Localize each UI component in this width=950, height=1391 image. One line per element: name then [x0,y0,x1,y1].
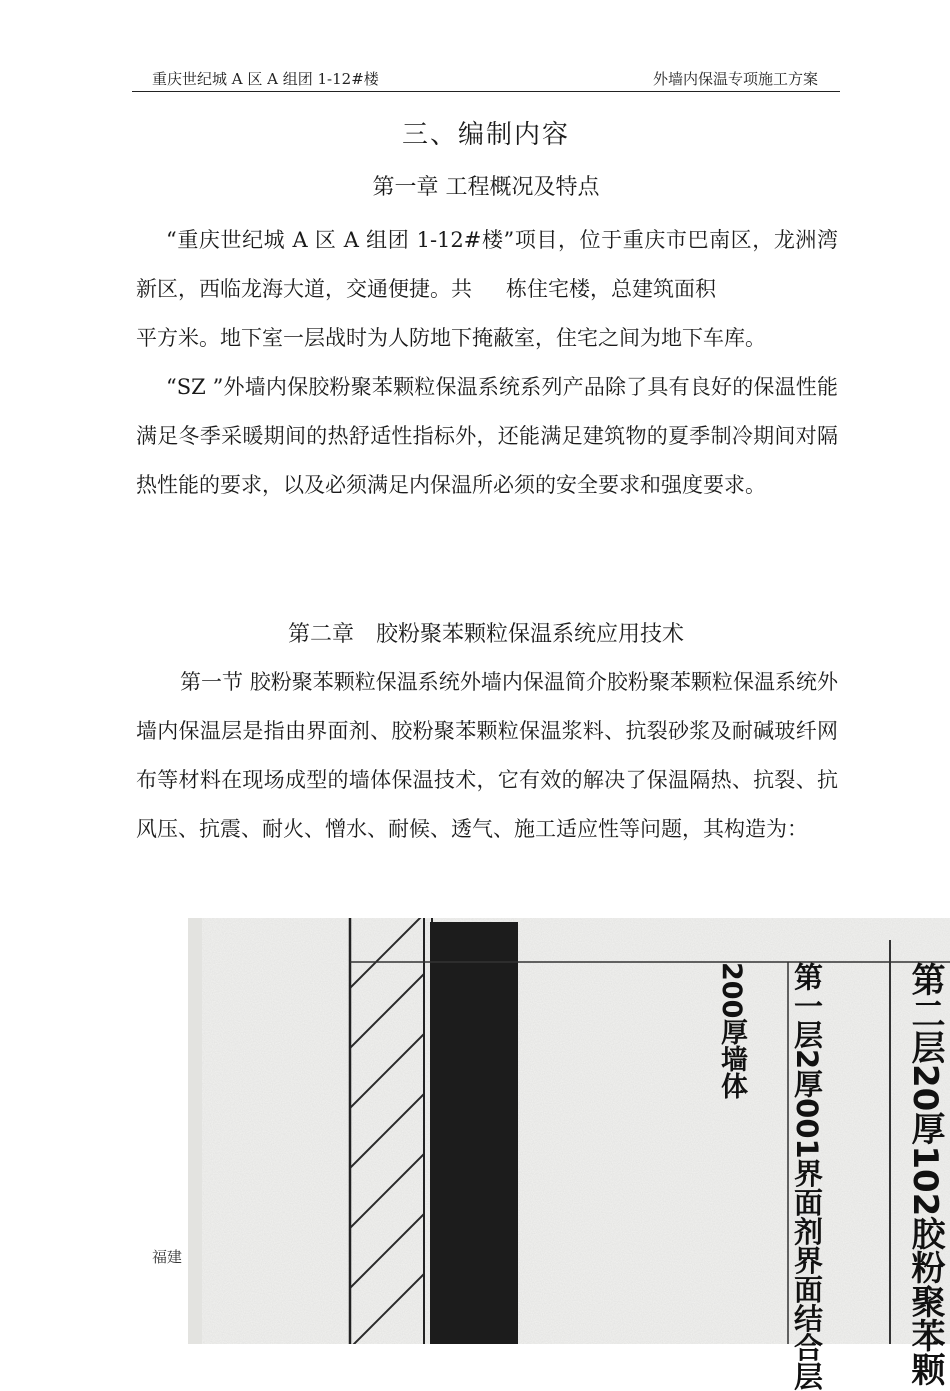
interface-layer-label: 第一层2厚001界面剂界面结合层 [790,962,824,1391]
chapter2-paragraph-intro: 第一节 胶粉聚苯颗粒保温系统外墙内保温简介胶粉聚苯颗粒保温系统外墙内保温层是指由界面剂、胶粉聚苯颗粒保温浆料、抗裂砂浆及耐碱玻纤网布等材料在现场成型的墙体保温技术，它有效的解决了保温隔热、抗裂、抗风压、抗震、耐火、憎水、耐候、透气、施工适应性等问题，其构造为： [136,670,838,841]
header-document-title: 外墙内保温专项施工方案 [652,70,818,88]
wall-construction-figure [188,918,950,1391]
overview-text-c: 平方米。地下室一层战时为人防地下掩蔽室，住宅之间为地下车库。 [136,326,766,350]
overview-text-b: 栋住宅楼，总建筑面积 [506,277,716,301]
footer-fragment: 福建 [152,1248,183,1266]
chapter1-paragraph-product: “SZ ”外墙内保胶粉聚苯颗粒保温系统系列产品除了具有良好的保温性能满足冬季采暖期间的热舒适性指标外，还能满足建筑物的夏季制冷期间对隔热性能的要求，以及必须满足内保温所必须的安全要求和强度要求。 [136,375,838,497]
chapter1-title: 第一章 工程概况及特点 [372,175,600,200]
section-title: 三、编制内容 [401,120,570,150]
overview-text-a: “重庆世纪城 A 区 A 组团 1-12#楼”项目，位于重庆市巴南区，龙洲湾新区，西临龙海大道，交通便捷。共 [136,228,838,301]
insulation-layer-label: 第二层20厚102胶粉聚苯颗 [905,962,945,1387]
header-divider [132,91,840,92]
wall-thickness-label: 200厚墙体 [716,962,747,1100]
header-project-name: 重庆世纪城 A 区 A 组团 1-12#楼 [152,70,379,88]
wall-section-drawing [188,918,950,1344]
chapter2-title: 第二章 胶粉聚苯颗粒保温系统应用技术 [287,622,684,647]
chapter1-paragraph-overview [136,216,838,363]
